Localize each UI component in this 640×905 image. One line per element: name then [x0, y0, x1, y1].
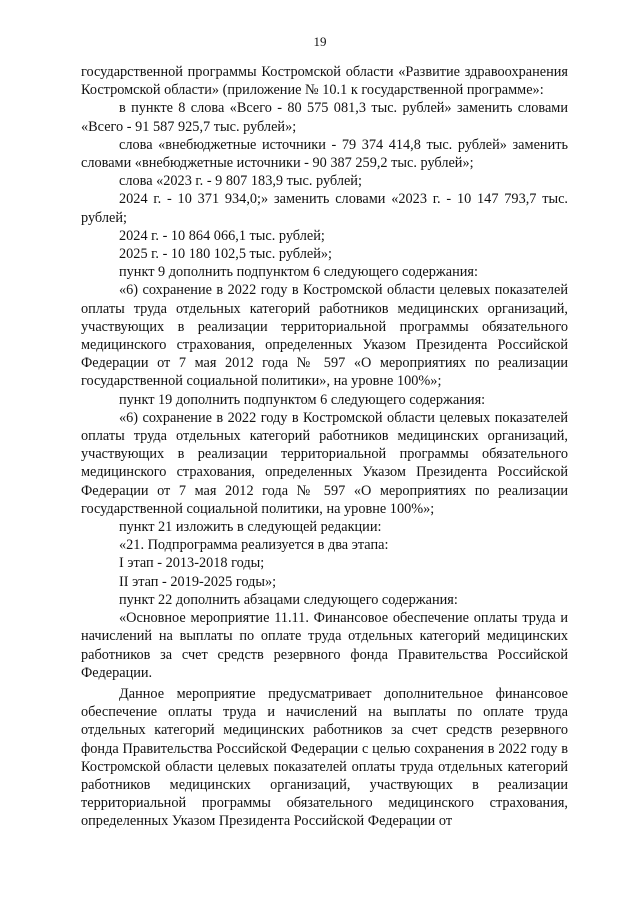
paragraph-main-activity-11-11: «Основное мероприятие 11.11. Финансовое обеспечение оплаты труда и начислений на выплаты по оплате труда отдельных категорий медицинских работников за счет средств резервного фонда Правительства Российской Федерации.: [81, 610, 568, 681]
paragraph-stage-2: II этап - 2019-2025 годы»;: [119, 573, 277, 590]
paragraph-offbudget-sources: слова «внебюджетные источники - 79 374 414,8 тыс. рублей» заменить словами «внебюджетные источники - 90 387 259,2 тыс. рублей»;: [81, 136, 568, 172]
paragraph-intro: государственной программы Костромской области «Развитие здравоохранения Костромской области» (приложение № 10.1 к государственной программе»:: [81, 64, 568, 99]
paragraph-item-19-add: пункт 19 дополнить подпунктом 6 следующего содержания:: [119, 391, 486, 408]
paragraph-item-9-subitem-6: «6) сохранение в 2022 году в Костромской области целевых показателей оплаты труда отдельных категорий работников медицинских организаций, участвующих в реализации территориальной программы обязательного медицинского страхования, определенных Указом Президента Российской Федерации от 7 мая 2012 года № 597 «О мероприятиях по реализации государственной социальной политики», на уровне 100%»;: [81, 282, 568, 390]
paragraph-item-9-add: пункт 9 дополнить подпунктом 6 следующего содержания:: [119, 264, 478, 281]
paragraph-activity-description: Данное мероприятие предусматривает дополнительное финансовое обеспечение оплаты труда и начислений на выплаты по оплате труда отдельных категорий медицинских работников за счет средств резервного фонда Правительства Российской Федерации с целью сохранения в 2022 году в Костромской области целевых показателей оплаты труда отдельных категорий работников медицинских организаций, участвующих в реализации территориальной программы обязательного медицинского страхования, определенных Указом Президента Российской Федерации от: [81, 685, 568, 830]
paragraph-year-2024-new: 2024 г. - 10 864 066,1 тыс. рублей;: [119, 227, 325, 244]
paragraph-year-2023-old: слова «2023 г. - 9 807 183,9 тыс. рублей;: [119, 173, 362, 190]
paragraph-item-19-subitem-6: «6) сохранение в 2022 году в Костромской области целевых показателей оплаты труда отдельных категорий работников медицинских организаций, участвующих в реализации территориальной программы обязательного медицинского страхования, определенных Указом Президента Российской Федерации от 7 мая 2012 года № 597 «О мероприятиях по реализации государственной социальной политики, на уровне 100%»;: [81, 409, 568, 517]
page-number: 19: [313, 34, 327, 49]
paragraph-item-22-add: пункт 22 дополнить абзацами следующего содержания:: [119, 591, 458, 608]
document-body: [81, 63, 568, 831]
paragraph-item-21-stages: «21. Подпрограмма реализуется в два этапа:: [119, 537, 389, 554]
paragraph-year-2025-new: 2025 г. - 10 180 102,5 тыс. рублей»;: [119, 246, 332, 263]
paragraph-year-2024-replace: 2024 г. - 10 371 934,0;» заменить словами «2023 г. - 10 147 793,7 тыс. рублей;: [81, 191, 568, 226]
paragraph-item-8-total: в пункте 8 слова «Всего - 80 575 081,3 тыс. рублей» заменить словами «Всего - 91 587 925,7 тыс. рублей»;: [81, 100, 568, 135]
paragraph-stage-1: I этап - 2013-2018 годы;: [119, 555, 265, 572]
paragraph-item-21-edit: пункт 21 изложить в следующей редакции:: [119, 519, 382, 536]
